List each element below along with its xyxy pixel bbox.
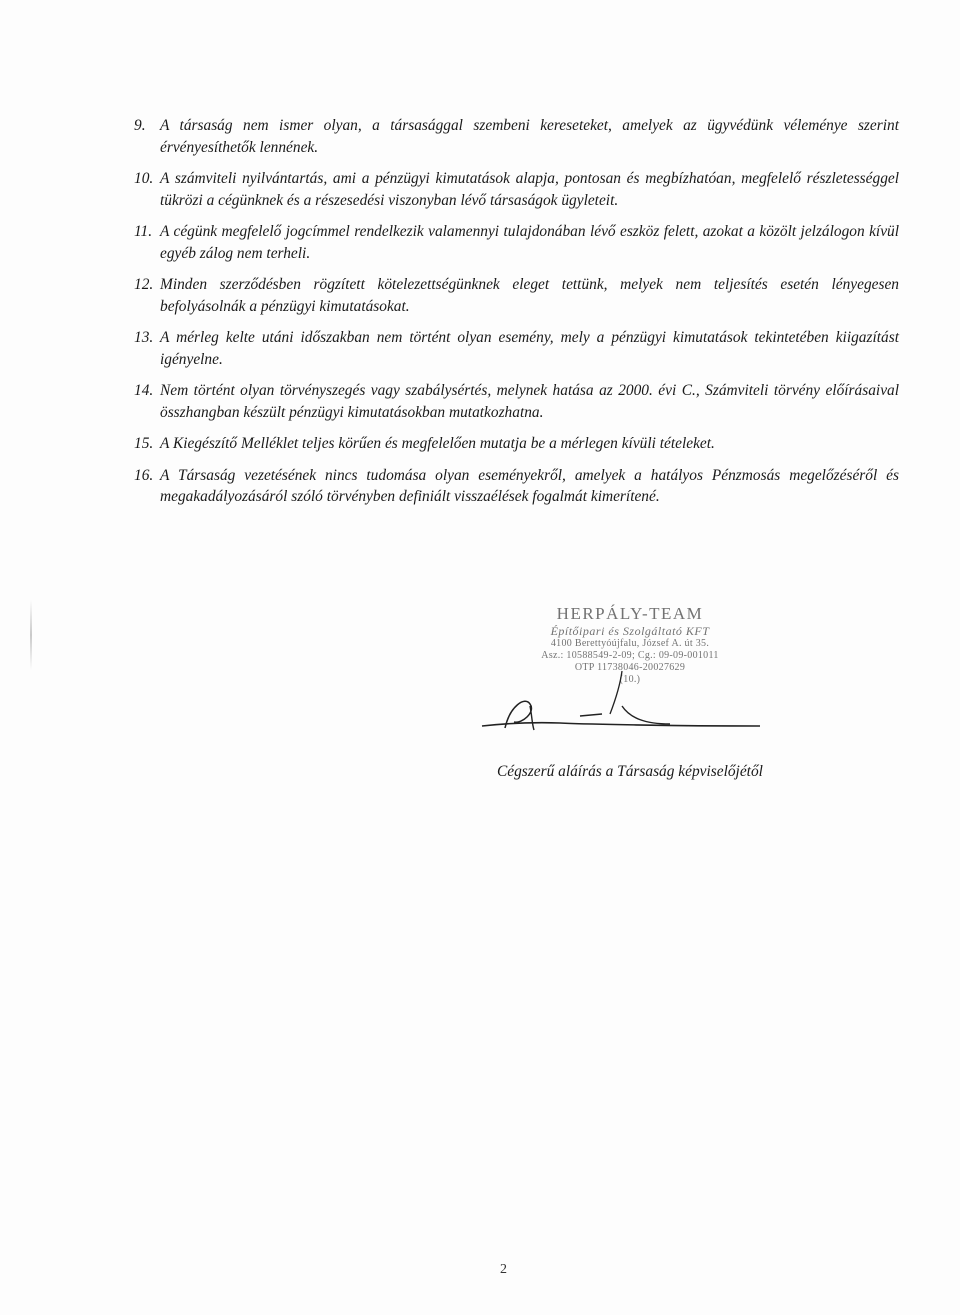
list-item <box>134 221 899 264</box>
list-item <box>134 465 899 508</box>
list-item <box>134 115 899 158</box>
list-item <box>134 433 899 455</box>
stamp-bank-account: OTP 11738046-20027629 <box>574 662 686 673</box>
item-number: 9. <box>134 117 146 134</box>
item-number: 11. <box>134 223 153 240</box>
stamp-company-type: Építőipari és Szolgáltató KFT <box>550 624 710 638</box>
list-item <box>134 327 899 370</box>
statement-list <box>134 115 899 518</box>
item-number: 13. <box>134 329 154 346</box>
list-item <box>134 380 899 423</box>
item-number: 15. <box>134 435 154 452</box>
item-number: 16. <box>134 466 154 484</box>
item-number: 12. <box>134 276 154 293</box>
stamp-and-signature <box>470 604 770 754</box>
stamp-seal-number: (10.) <box>619 674 641 685</box>
item-text: Minden szerződésben rögzített kötelezettségünknek eleget tettünk, melyek nem teljesítés esetén lényegesen befolyásolnák a pénzügyi kimutatásokat. <box>160 276 899 315</box>
stamp-registration: Asz.: 10588549-2-09; Cg.: 09-09-001011 <box>541 650 719 661</box>
item-text: A mérleg kelte utáni időszakban nem történt olyan esemény, mely a pénzügyi kimutatások tekintetében kiigazítást igényelne. <box>160 329 899 368</box>
item-number: 14. <box>134 382 154 399</box>
item-text: A cégünk megfelelő jogcímmel rendelkezik valamennyi tulajdonában lévő eszköz felett, azokat a közölt jelzálogon kívül egyéb zálog nem terheli. <box>160 223 899 262</box>
page-number: 2 <box>500 1262 507 1277</box>
list-item <box>134 274 899 317</box>
stamp-company-name: HERPÁLY-TEAM <box>556 604 704 623</box>
list-item <box>134 168 899 211</box>
item-text: A Kiegészítő Melléklet teljes körűen és megfelelően mutatja be a mérlegen kívüli tételeket. <box>160 435 715 452</box>
item-number: 10. <box>134 170 154 187</box>
item-text: A számviteli nyilvántartás, ami a pénzügyi kimutatások alapja, pontosan és megbízhatóan, megfelelő részletességgel tükrözi a cégünknek és a részesedési viszonyban lévő társaságok ügyleteit. <box>160 170 899 209</box>
item-text: A Társaság vezetésének nincs tudomása olyan eseményekről, amelyek a hatályos Pénzmosás megelőzéséről és megakadályozásáról szóló törvényben definiált visszaélések fogalmát kimerítené. <box>160 466 899 505</box>
signature-caption: Cégszerű aláírás a Társaság képviselőjétől <box>497 763 763 780</box>
item-text: A társaság nem ismer olyan, a társasággal szembeni kereseteket, amelyek az ügyvédünk véleménye szerint érvényesíthetők lennének. <box>160 117 899 156</box>
stamp-address: 4100 Berettyóújfalu, József A. út 35. <box>550 638 710 649</box>
item-text: Nem történt olyan törvényszegés vagy szabálysértés, melynek hatása az 2000. évi C., Számviteli törvény előírásaival összhangban készült pénzügyi kimutatásokban mutatkozhatna. <box>160 382 899 421</box>
handwritten-signature <box>470 666 770 746</box>
margin-scan-mark <box>30 600 32 670</box>
